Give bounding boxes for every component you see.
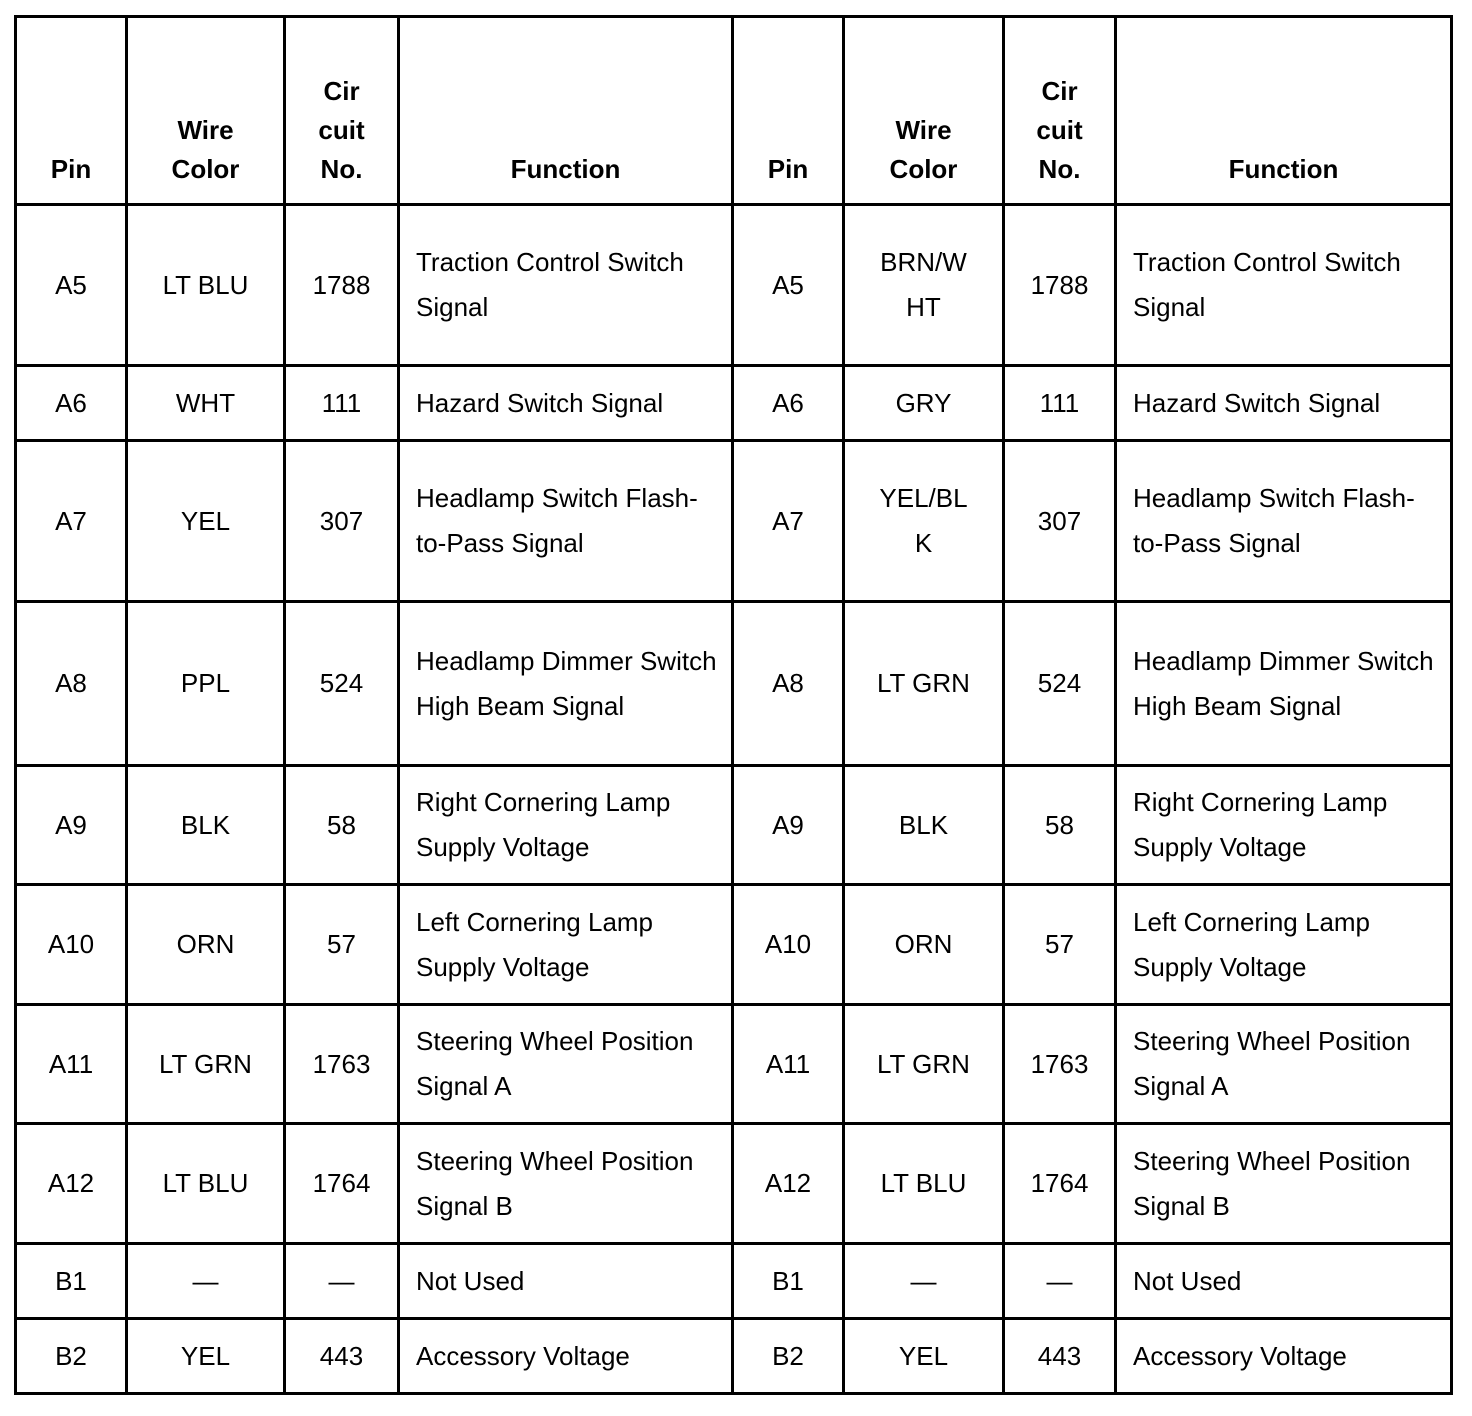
pin-value: B1	[55, 1265, 87, 1296]
function-value: Headlamp Switch Flash-to-Pass Signal	[416, 483, 698, 558]
function-cell-left	[399, 366, 733, 441]
wire-color-cell-right	[844, 1319, 1004, 1394]
pin-cell-right	[733, 205, 844, 366]
function-value: Steering Wheel Position Signal A	[1133, 1026, 1411, 1101]
wire-color-value: LT BLU	[162, 269, 249, 300]
circuit-number-value: 1764	[1030, 1168, 1089, 1198]
pin-value: A10	[47, 929, 95, 959]
function-value: Left Cornering Lamp Supply Voltage	[416, 906, 654, 982]
circuit-number-value: 58	[327, 809, 356, 840]
circuit-number-value: 111	[321, 387, 362, 418]
pin-cell-left	[16, 885, 127, 1005]
wire-color-value: YEL	[180, 1340, 231, 1371]
pin-value: A12	[47, 1168, 95, 1198]
wire-color-value: BRN/WHT	[880, 247, 967, 322]
header-pin-left: Pin	[16, 17, 127, 205]
circuit-number-cell-right	[1004, 1005, 1116, 1124]
pin-value: A8	[772, 668, 804, 698]
table-row	[16, 205, 1452, 366]
wire-color-value: YEL/BLK	[879, 483, 968, 558]
function-value: Not Used	[1133, 1265, 1242, 1296]
function-value: Steering Wheel Position Signal B	[1133, 1145, 1411, 1221]
function-value: Traction Control Switch Signal	[1133, 247, 1401, 322]
function-cell-right	[1116, 1319, 1452, 1394]
circuit-number-cell-right	[1004, 441, 1116, 602]
pin-cell-left	[16, 1319, 127, 1394]
wire-color-cell-left	[127, 1319, 285, 1394]
wire-color-value: PPL	[180, 668, 231, 698]
table-row	[16, 1319, 1452, 1394]
circuit-number-cell-left	[285, 1244, 399, 1319]
function-value: Accessory Voltage	[1133, 1340, 1347, 1371]
function-value: Traction Control Switch Signal	[416, 247, 684, 322]
header-circuit-left	[285, 17, 399, 205]
function-cell-right	[1116, 366, 1452, 441]
wire-color-value: YEL	[180, 505, 231, 536]
table-row	[16, 1005, 1452, 1124]
header-function-right: Function	[1116, 17, 1452, 205]
circuit-number-cell-left	[285, 602, 399, 766]
pin-cell-right	[733, 1005, 844, 1124]
header-wire-color-right	[844, 17, 1004, 205]
wire-color-value: BLK	[898, 809, 949, 840]
pin-cell-left	[16, 602, 127, 766]
wire-color-cell-right	[844, 1005, 1004, 1124]
header-wire-line2: Color	[171, 154, 240, 184]
table-row	[16, 602, 1452, 766]
function-value: Not Used	[416, 1265, 525, 1296]
pin-cell-right	[733, 366, 844, 441]
circuit-number-value: 1788	[1030, 269, 1089, 300]
wire-color-cell-right	[844, 602, 1004, 766]
function-value: Headlamp Dimmer Switch High Beam Signal	[1133, 645, 1434, 721]
wire-color-value: LT BLU	[880, 1168, 967, 1198]
header-circuit-right	[1004, 17, 1116, 205]
circuit-number-value: 307	[319, 505, 364, 536]
function-value: Right Cornering Lamp Supply Voltage	[1133, 787, 1388, 862]
pin-value: A8	[55, 668, 87, 698]
table-row	[16, 1244, 1452, 1319]
pin-value: B2	[772, 1340, 804, 1371]
wire-color-value: ORN	[894, 929, 953, 959]
circuit-number-cell-left	[285, 1319, 399, 1394]
circuit-number-cell-left	[285, 366, 399, 441]
function-value: Headlamp Switch Flash-to-Pass Signal	[1133, 483, 1415, 558]
pin-value: A7	[55, 505, 87, 536]
header-pin-right: Pin	[733, 17, 844, 205]
connector-pinout-document	[14, 15, 1453, 1395]
table-row	[16, 441, 1452, 602]
wire-color-value: —	[910, 1265, 937, 1296]
wire-color-cell-left	[127, 885, 285, 1005]
circuit-number-value: 1763	[312, 1048, 371, 1079]
function-cell-left	[399, 441, 733, 602]
wire-color-cell-right	[844, 205, 1004, 366]
pin-value: A6	[55, 387, 87, 418]
circuit-number-cell-left	[285, 885, 399, 1005]
function-value: Steering Wheel Position Signal B	[416, 1145, 694, 1221]
circuit-number-value: 524	[319, 668, 364, 698]
pinout-table	[14, 15, 1453, 1395]
pin-cell-right	[733, 1319, 844, 1394]
pin-cell-right	[733, 766, 844, 885]
function-cell-left	[399, 766, 733, 885]
pin-value: A11	[48, 1048, 94, 1079]
circuit-number-cell-left	[285, 766, 399, 885]
header-row	[16, 17, 1452, 205]
wire-color-value: LT GRN	[159, 1048, 252, 1079]
circuit-number-value: 1763	[1030, 1048, 1089, 1079]
function-value: Right Cornering Lamp Supply Voltage	[416, 787, 671, 862]
circuit-number-value: —	[1046, 1265, 1073, 1296]
wire-color-cell-left	[127, 366, 285, 441]
table-row	[16, 366, 1452, 441]
pin-cell-right	[733, 441, 844, 602]
function-cell-right	[1116, 1124, 1452, 1244]
pin-cell-right	[733, 602, 844, 766]
circuit-number-value: —	[328, 1265, 355, 1296]
circuit-number-value: 1788	[312, 269, 371, 300]
circuit-number-cell-right	[1004, 1244, 1116, 1319]
circuit-number-cell-right	[1004, 1319, 1116, 1394]
function-cell-left	[399, 1005, 733, 1124]
wire-color-cell-left	[127, 766, 285, 885]
wire-color-cell-left	[127, 205, 285, 366]
function-cell-left	[399, 1124, 733, 1244]
wire-color-cell-right	[844, 885, 1004, 1005]
circuit-number-cell-right	[1004, 885, 1116, 1005]
pin-value: A11	[765, 1048, 811, 1079]
header-wire-color-left	[127, 17, 285, 205]
circuit-number-cell-right	[1004, 366, 1116, 441]
function-cell-right	[1116, 441, 1452, 602]
circuit-number-value: 443	[1037, 1340, 1082, 1371]
pin-value: A6	[772, 387, 804, 418]
header-circuit-line3: No.	[1038, 154, 1081, 184]
header-wire-line1: Wire	[177, 115, 234, 145]
pin-cell-left	[16, 1244, 127, 1319]
pin-value: A10	[764, 929, 812, 959]
pin-value: B1	[772, 1265, 804, 1296]
function-cell-left	[399, 205, 733, 366]
function-cell-right	[1116, 1244, 1452, 1319]
function-value: Headlamp Dimmer Switch High Beam Signal	[416, 645, 717, 721]
pin-value: A5	[772, 269, 804, 300]
header-circuit-line2: cuit	[1036, 115, 1083, 145]
table-row	[16, 1124, 1452, 1244]
header-circuit-line1: Cir	[323, 76, 360, 106]
circuit-number-cell-left	[285, 1005, 399, 1124]
function-value: Left Cornering Lamp Supply Voltage	[1133, 906, 1371, 982]
circuit-number-cell-right	[1004, 1124, 1116, 1244]
header-wire-line2: Color	[889, 154, 958, 184]
circuit-number-value: 524	[1037, 668, 1082, 698]
circuit-number-cell-left	[285, 205, 399, 366]
function-value: Accessory Voltage	[416, 1340, 630, 1371]
header-circuit-line1: Cir	[1041, 76, 1078, 106]
circuit-number-value: 57	[1045, 929, 1074, 959]
pin-cell-left	[16, 205, 127, 366]
pin-cell-right	[733, 1244, 844, 1319]
function-cell-right	[1116, 766, 1452, 885]
function-cell-right	[1116, 1005, 1452, 1124]
wire-color-cell-right	[844, 1124, 1004, 1244]
pin-cell-left	[16, 1124, 127, 1244]
wire-color-cell-left	[127, 1124, 285, 1244]
pin-value: B2	[55, 1340, 87, 1371]
wire-color-value: BLK	[180, 809, 231, 840]
circuit-number-cell-left	[285, 441, 399, 602]
pin-value: A5	[55, 269, 87, 300]
wire-color-cell-right	[844, 766, 1004, 885]
wire-color-cell-left	[127, 441, 285, 602]
function-value: Steering Wheel Position Signal A	[416, 1026, 694, 1101]
pin-cell-left	[16, 441, 127, 602]
function-cell-left	[399, 1244, 733, 1319]
wire-color-value: LT GRN	[877, 668, 970, 698]
wire-color-value: LT GRN	[877, 1048, 970, 1079]
pin-value: A9	[772, 809, 804, 840]
wire-color-cell-left	[127, 1244, 285, 1319]
circuit-number-value: 443	[319, 1340, 364, 1371]
wire-color-value: ORN	[176, 929, 235, 959]
circuit-number-value: 111	[1039, 387, 1080, 418]
function-cell-right	[1116, 205, 1452, 366]
wire-color-cell-right	[844, 366, 1004, 441]
pin-value: A12	[764, 1168, 812, 1198]
header-circuit-line3: No.	[320, 154, 363, 184]
circuit-number-cell-right	[1004, 602, 1116, 766]
wire-color-cell-left	[127, 602, 285, 766]
function-value: Hazard Switch Signal	[1133, 387, 1381, 418]
wire-color-value: —	[192, 1265, 219, 1296]
pin-value: A9	[55, 809, 87, 840]
header-circuit-line2: cuit	[318, 115, 365, 145]
table-row	[16, 766, 1452, 885]
function-cell-left	[399, 885, 733, 1005]
circuit-number-cell-left	[285, 1124, 399, 1244]
wire-color-cell-right	[844, 1244, 1004, 1319]
wire-color-value: WHT	[175, 387, 236, 418]
function-cell-right	[1116, 602, 1452, 766]
function-value: Hazard Switch Signal	[416, 387, 664, 418]
wire-color-cell-right	[844, 441, 1004, 602]
circuit-number-value: 1764	[312, 1168, 371, 1198]
wire-color-value: GRY	[895, 387, 952, 418]
function-cell-left	[399, 602, 733, 766]
table-row	[16, 885, 1452, 1005]
header-wire-line1: Wire	[895, 115, 952, 145]
circuit-number-cell-right	[1004, 766, 1116, 885]
function-cell-right	[1116, 885, 1452, 1005]
circuit-number-value: 58	[1045, 809, 1074, 840]
pin-value: A7	[772, 505, 804, 536]
circuit-number-cell-right	[1004, 205, 1116, 366]
function-cell-left	[399, 1319, 733, 1394]
pinout-rows	[16, 205, 1452, 1394]
wire-color-value: YEL	[898, 1340, 949, 1371]
wire-color-cell-left	[127, 1005, 285, 1124]
pin-cell-right	[733, 885, 844, 1005]
pin-cell-left	[16, 1005, 127, 1124]
header-function-left: Function	[399, 17, 733, 205]
pin-cell-right	[733, 1124, 844, 1244]
circuit-number-value: 307	[1037, 505, 1082, 536]
wire-color-value: LT BLU	[162, 1168, 249, 1198]
pin-cell-left	[16, 766, 127, 885]
circuit-number-value: 57	[327, 929, 356, 959]
pin-cell-left	[16, 366, 127, 441]
